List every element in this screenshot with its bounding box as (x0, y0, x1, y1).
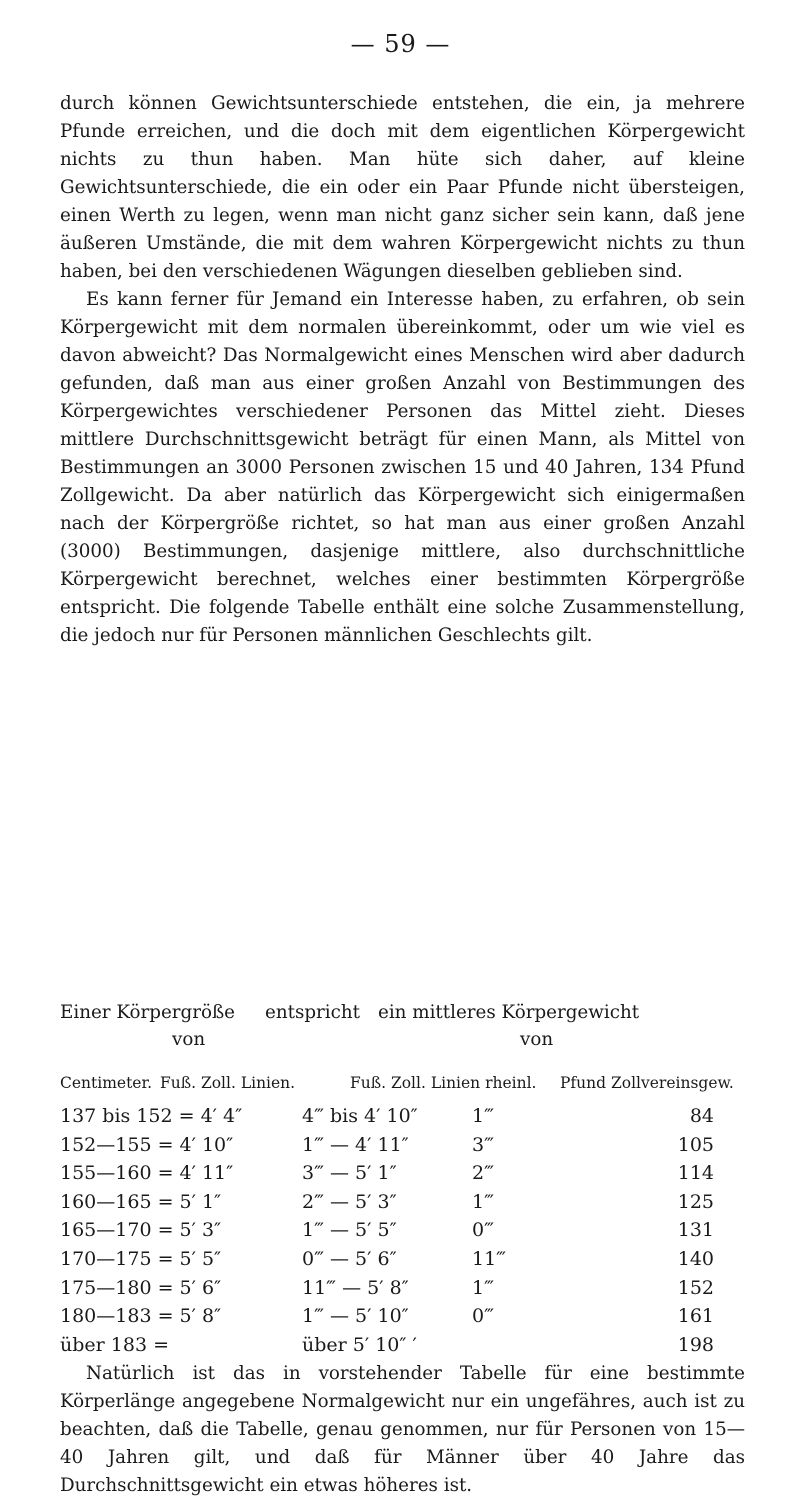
table-row (60, 1331, 745, 1360)
col-header-pfund: Pfund Zollvereinsgew. (560, 1074, 734, 1092)
col-header-cm: Centimeter. (60, 1074, 153, 1092)
heading-von-right: von (520, 1029, 554, 1050)
table-cell-pounds: 125 (677, 1190, 714, 1213)
table-cell-range: 0‴ — 5′ 6″ (302, 1247, 397, 1270)
col-header-rheinl: Fuß. Zoll. Linien rheinl. (350, 1074, 537, 1092)
table-cell-lines: 0‴ (472, 1219, 494, 1242)
paragraph-2: Es kann ferner für Jemand ein Interesse haben, zu erfahren, ob sein Körpergewicht mit dem normalen übereinkommt, oder um wie viel es davon abweicht? Das Normalgewicht eines Menschen wird aber dadurch gefunden, daß man aus einer großen Anzahl von Bestimmungen des Körpergewichtes verschiedener Personen das Mittel zieht. Dieses mittlere Durchschnittsgewicht beträgt für einen Mann, als Mittel von Bestimmungen an 3000 Personen zwischen 15 und 40 Jahren, 134 Pfund Zollgewicht. Da aber natürlich das Körpergewicht sich einigermaßen nach der Körpergröße richtet, so hat man aus einer großen Anzahl (3000) Bestimmungen, dasjenige mittlere, also durchschnittliche Körpergewicht berechnet, welches einer bestimmten Körpergröße entspricht. Die folgende Tabelle enthält eine solche Zusammenstellung, die jedoch nur für Personen männlichen Geschlechts gilt. (60, 289, 745, 646)
table-cell-lines: 2‴ (472, 1162, 494, 1185)
table-cell-lines: 1‴ (472, 1190, 494, 1213)
table-cell-range: 2‴ — 5′ 3″ (302, 1190, 397, 1213)
heading-von-left: von (172, 1029, 206, 1050)
table-row (60, 1302, 745, 1331)
table-cell-pounds: 84 (689, 1105, 714, 1127)
table-cell-cm: 152—155 = 4′ 10″ (60, 1133, 234, 1156)
table-row (60, 1216, 745, 1245)
col-header-feet: Fuß. Zoll. Linien. (160, 1074, 296, 1092)
table-cell-cm: 160—165 = 5′ 1″ (60, 1190, 222, 1213)
table-cell-pounds: 114 (677, 1162, 714, 1185)
table-cell-range: 11‴ — 5′ 8″ (302, 1276, 409, 1299)
table-cell-lines: 11‴ (472, 1247, 507, 1270)
table-cell-cm: 175—180 = 5′ 6″ (60, 1276, 222, 1299)
table-cell-range: 1‴ — 5′ 10″ (302, 1305, 409, 1328)
closing-paragraph: Natürlich ist das in vorstehender Tabelle für eine bestimmte Körperlänge angegebene Normalgewicht nur ein ungefähres, auch ist zu beachten, daß die Tabelle, genau genommen, nur für Personen von 15—40 Jahren gilt, und daß für Männer über 40 Jahre das Durchschnittsgewicht ein etwas höheres ist. (60, 1363, 745, 1496)
body-text (60, 90, 745, 650)
table-cell-cm: 180—183 = 5′ 8″ (60, 1305, 222, 1328)
table-cell-cm: 165—170 = 5′ 3″ (60, 1219, 222, 1242)
table-cell-range: 1‴ — 4′ 11″ (302, 1133, 409, 1156)
table-cell-cm: 137 bis 152 = 4′ 4″ (60, 1105, 243, 1127)
table-cell-range: 1‴ — 5′ 5″ (302, 1219, 397, 1242)
table-cell-pounds: 140 (677, 1247, 714, 1270)
table-cell-lines: 1‴ (472, 1105, 494, 1127)
table-cell-range: über 5′ 10″ ′ (302, 1333, 417, 1356)
table-cell-lines: 1‴ (472, 1276, 494, 1299)
heading-right: ein mittleres Körpergewicht (378, 1002, 640, 1023)
table-cell-cm: über 183 = (60, 1333, 169, 1356)
heading-mid: entspricht (265, 1002, 360, 1023)
table-cell-pounds: 105 (677, 1133, 714, 1156)
paragraph-1: durch können Gewichtsunterschiede entstehen, die ein, ja mehrere Pfunde erreichen, und die doch mit dem eigentlichen Körpergewicht nichts zu thun haben. Man hüte sich daher, auf kleine Gewichtsunterschiede, die ein oder ein Paar Pfunde nicht übersteigen, einen Werth zu legen, wenn man nicht ganz sicher sein kann, daß jene äußeren Umstände, die mit dem wahren Körpergewicht nichts zu thun haben, bei den verschiedenen Wägungen dieselben geblieben sind. (60, 93, 745, 282)
table-cell-pounds: 161 (677, 1305, 714, 1328)
table-row (60, 1102, 745, 1131)
table-row (60, 1131, 745, 1160)
table-row (60, 1159, 745, 1188)
table-cell-pounds: 152 (677, 1276, 714, 1299)
table-cell-lines: 3‴ (472, 1133, 494, 1156)
table-cell-cm: 170—175 = 5′ 5″ (60, 1247, 222, 1270)
table-column-headers (60, 1074, 745, 1098)
table-row (60, 1245, 745, 1274)
table-row (60, 1188, 745, 1217)
table-cell-pounds: 131 (677, 1219, 714, 1242)
table-cell-cm: 155—160 = 4′ 11″ (60, 1162, 234, 1185)
heading-left: Einer Körpergröße (60, 1002, 235, 1023)
table-cell-range: 3‴ — 5′ 1″ (302, 1162, 397, 1185)
table-cell-lines: 0‴ (472, 1305, 494, 1328)
closing-paragraph-wrap (60, 1360, 745, 1500)
table-heading (60, 1002, 745, 1058)
table-cell-range: 4‴ bis 4′ 10″ (302, 1105, 418, 1127)
weight-table (60, 1102, 745, 1359)
table-cell-pounds: 198 (677, 1333, 714, 1356)
page-number: — 59 — (350, 30, 451, 58)
